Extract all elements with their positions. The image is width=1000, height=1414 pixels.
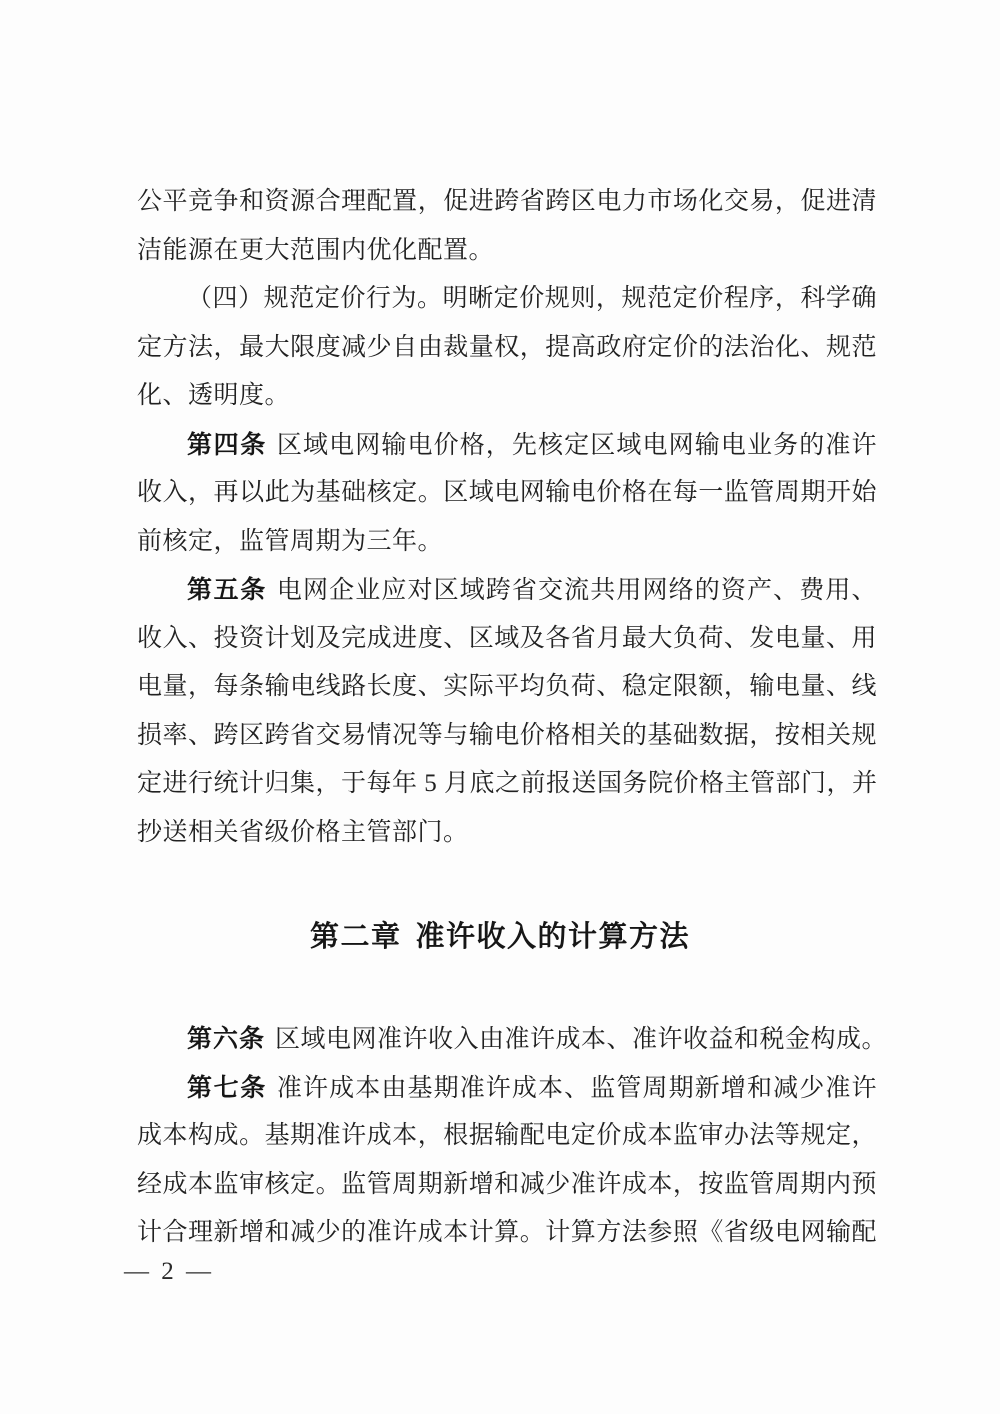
line-text: 区域电网准许收入由准许成本、准许收益和税金构成。 (275, 1026, 888, 1053)
body-line-article-7 (137, 1064, 877, 1113)
body-line (137, 1209, 877, 1258)
line-text: 洁能源在更大范围内优化配置。 (137, 236, 495, 264)
article-number: 第四条 (187, 429, 267, 459)
body-line (137, 518, 877, 567)
line-text: 经成本监审核定。监管周期新增和减少准许成本，按监管周期内预 (137, 1170, 877, 1198)
article-number: 第五条 (187, 575, 267, 604)
body-block-lower (137, 1015, 888, 1258)
line-text: 化、透明度。 (137, 382, 291, 409)
line-text: 收入、投资计划及完成进度、区域及各省月最大负荷、发电量、用 (137, 624, 877, 652)
page-number: — 2 — (124, 1258, 214, 1285)
chapter-number: 第二章 (309, 919, 402, 953)
body-line-article-6 (137, 1015, 888, 1064)
body-line (137, 178, 877, 227)
article-number: 第六条 (187, 1024, 266, 1053)
body-line-article-4 (137, 421, 877, 470)
body-line (137, 275, 877, 324)
line-text: 收入，再以此为基础核定。区域电网输电价格在每一监管周期开始 (137, 479, 877, 506)
article-number: 第七条 (187, 1072, 267, 1102)
line-text: 抄送相关省级价格主管部门。 (137, 818, 469, 846)
body-line (137, 663, 877, 712)
line-text: 损率、跨区跨省交易情况等与输电价格相关的基础数据，按相关规 (137, 721, 877, 749)
body-line (137, 615, 877, 664)
body-line (137, 469, 877, 518)
line-text: 区域电网输电价格，先核定区域电网输电业务的准许 (276, 431, 877, 459)
line-text: 定进行统计归集，于每年 5 月底之前报送国务院价格主管部门，并 (137, 770, 878, 797)
chapter-title: 准许收入的计算方法 (415, 919, 691, 953)
body-line (137, 1112, 877, 1161)
body-line (137, 760, 877, 809)
body-line (137, 372, 877, 421)
body-line (137, 809, 877, 858)
line-text: 前核定，监管周期为三年。 (137, 527, 444, 555)
chapter-heading (0, 912, 1000, 960)
line-text: 计合理新增和减少的准许成本计算。计算方法参照《省级电网输配 (137, 1219, 877, 1246)
body-line-article-5 (137, 566, 877, 615)
body-line (137, 712, 877, 761)
line-text: 准许成本由基期准许成本、监管周期新增和减少准许 (276, 1074, 877, 1102)
body-line (137, 1161, 877, 1210)
line-text: 定方法，最大限度减少自由裁量权，提高政府定价的法治化、规范 (137, 333, 877, 361)
body-line (137, 324, 877, 373)
line-text: 电量，每条输电线路长度、实际平均负荷、稳定限额，输电量、线 (137, 673, 877, 700)
body-line (137, 227, 877, 276)
body-block-upper (137, 178, 877, 857)
line-text: 电网企业应对区域跨省交流共用网络的资产、费用、 (276, 577, 877, 604)
line-text: （四）规范定价行为。明晰定价规则，规范定价程序，科学确 (187, 285, 877, 312)
line-text: 公平竞争和资源合理配置，促进跨省跨区电力市场化交易，促进清 (137, 188, 877, 215)
line-text: 成本构成。基期准许成本，根据输配电定价成本监审办法等规定， (137, 1122, 877, 1149)
